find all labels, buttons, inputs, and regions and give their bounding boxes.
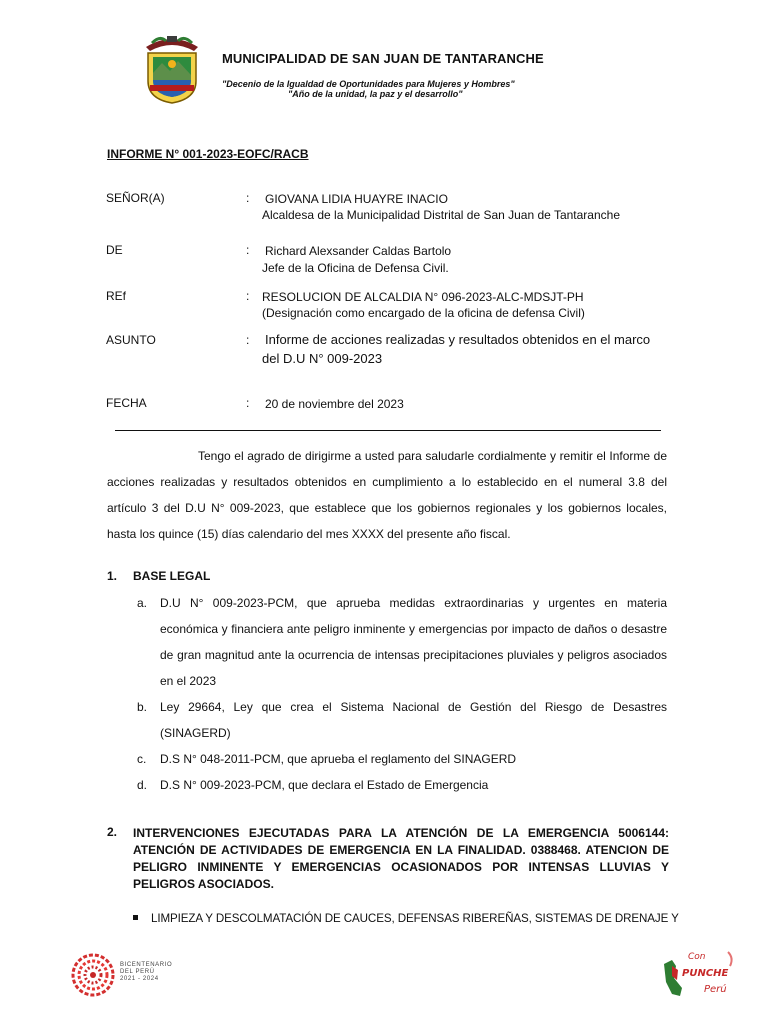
decade-motto: "Decenio de la Igualdad de Oportunidades para Mujeres y Hombres" [222, 79, 515, 89]
year-motto: "Año de la unidad, la paz y el desarrollo" [288, 89, 463, 99]
bicentenario-line: BICENTENARIO [120, 962, 173, 968]
subject-line1: Informe de acciones realizadas y resultados obtenidos en el marco [265, 332, 651, 347]
bicentenario-line: 2021 - 2024 [120, 976, 159, 982]
from-label: DE [106, 243, 123, 257]
peru-logo-text-con: Con [688, 952, 706, 962]
list-item-text: D.S N° 009-2023-PCM, que declara el Estado de Emergencia [160, 778, 489, 792]
ref-colon: : [246, 289, 250, 303]
section2-number: 2. [107, 825, 118, 839]
to-label: SEÑOR(A) [106, 191, 165, 205]
intro-paragraph [107, 443, 667, 547]
subject-line2: del D.U N° 009-2023 [262, 351, 383, 366]
ref-label: REf [106, 289, 127, 303]
from-name: Richard Alexsander Caldas Bartolo [265, 244, 452, 258]
bicentenario-line: DEL PERÚ [120, 969, 155, 975]
from-title: Jefe de la Oficina de Defensa Civil. [262, 261, 449, 275]
ref-line1: RESOLUCION DE ALCALDIA N° 096-2023-ALC-MDSJT-PH [262, 290, 584, 304]
section1-title: BASE LEGAL [133, 569, 211, 583]
bicentenario-text [120, 962, 172, 983]
peru-logo-text-punche: PUNCHE [682, 968, 729, 979]
list-marker: c. [137, 752, 147, 766]
list-item-text: D.S N° 048-2011-PCM, que aprueba el reglamento del SINAGERD [160, 752, 517, 766]
date-value: 20 de noviembre del 2023 [265, 397, 404, 411]
ref-line2: (Designación como encargado de la oficina de defensa Civil) [262, 306, 585, 320]
section2-bullet-text: LIMPIEZA Y DESCOLMATACIÓN DE CAUCES, DEFENSAS RIBEREÑAS, SISTEMAS DE DRENAJE Y [151, 912, 679, 925]
square-bullet-icon [133, 915, 138, 920]
intro-paragraph-text: Tengo el agrado de dirigirme a usted para saludarle cordialmente y remitir el Informe de acciones realizadas y resultados obtenidos en cumplimiento a lo establecido en el numeral 3.8 del artículo 3 del D.U N° 009-2023, que establece que los gobiernos regionales y los gobiernos locales, hasta los quince (15) días calendario del mes XXXX del presente año fiscal. [107, 449, 667, 541]
date-label: FECHA [106, 396, 147, 410]
to-colon: : [246, 191, 250, 205]
list-item [137, 694, 667, 746]
municipality-name: MUNICIPALIDAD DE SAN JUAN DE TANTARANCHE [222, 51, 544, 66]
report-id: INFORME N° 001-2023-EOFC/RACB [107, 147, 309, 161]
subject-label: ASUNTO [106, 333, 156, 347]
subject-colon: : [246, 333, 250, 347]
from-colon: : [246, 243, 250, 257]
list-item [137, 772, 667, 798]
list-item [137, 746, 667, 772]
list-item [137, 590, 667, 694]
list-marker: a. [137, 596, 148, 610]
municipal-seal-icon [140, 33, 204, 105]
section1-number: 1. [107, 569, 118, 583]
con-punche-peru-logo-icon [660, 944, 738, 1002]
legal-basis-list [137, 590, 667, 798]
section2-bullet [133, 912, 679, 925]
to-name: GIOVANA LIDIA HUAYRE INACIO [265, 192, 448, 206]
bicentenario-logo-icon [70, 952, 116, 998]
list-marker: b. [137, 700, 148, 714]
section2-title: INTERVENCIONES EJECUTADAS PARA LA ATENCIÓN DE LA EMERGENCIA 5006144: ATENCIÓN DE ACTIVIDADES DE EMERGENCIA EN LA FINALIDAD. 0388468. ATENCION DE PELIGRO INMINENTE Y EMERGENCIAS OCASIONADOS POR INTENSAS LLUVIAS Y PELIGROS ASOCIADOS. [133, 826, 669, 891]
date-colon: : [246, 396, 250, 410]
list-item-text: Ley 29664, Ley que crea el Sistema Nacional de Gestión del Riesgo de Desastres (SINAGERD) [160, 700, 667, 740]
peru-logo-text-peru: Perú [704, 984, 727, 995]
to-title: Alcaldesa de la Municipalidad Distrital de San Juan de Tantaranche [262, 208, 621, 222]
list-item-text: D.U N° 009-2023-PCM, que aprueba medidas extraordinarias y urgentes en materia económica y financiera ante peligro inminente y emergencias por impacto de daños o desastre de gran magnitud ante la ocurrencia de intensas precipitaciones pluviales y peligros asociados en el 2023 [160, 596, 667, 688]
divider-line [115, 430, 661, 431]
list-marker: d. [137, 778, 148, 792]
